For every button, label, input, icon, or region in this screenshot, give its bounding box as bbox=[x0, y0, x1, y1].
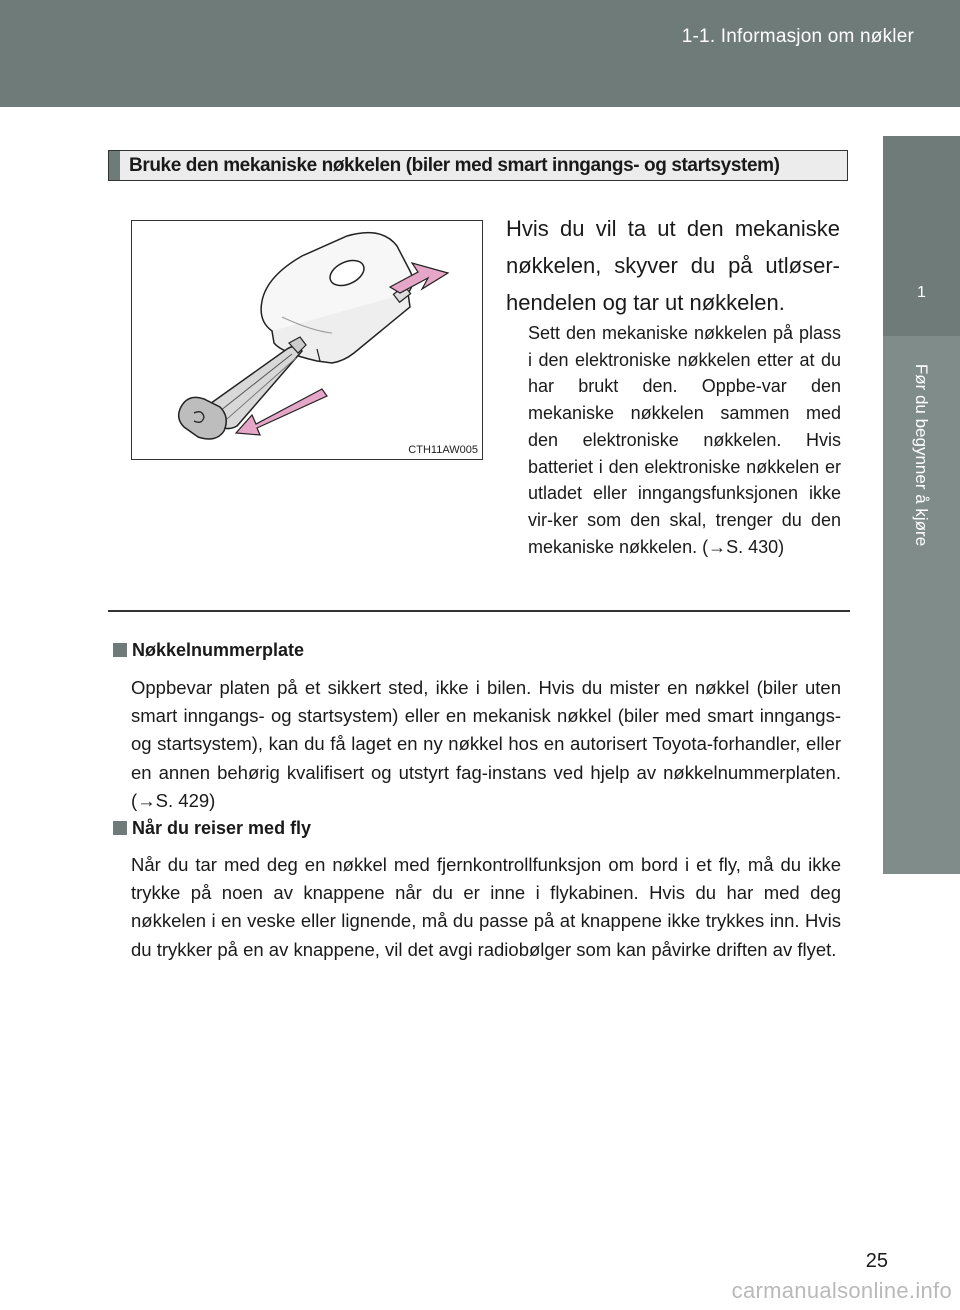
watermark: carmanualsonline.info bbox=[731, 1278, 952, 1303]
page-header bbox=[0, 0, 960, 107]
intro-text: Hvis du vil ta ut den mekaniske nøkkelen, skyver du på utløser-hendelen og tar ut nøkkelen. bbox=[506, 216, 840, 315]
section-title: Bruke den mekaniske nøkkelen (biler med smart inngangs- og startsystem) bbox=[129, 155, 780, 176]
square-bullet-icon bbox=[113, 821, 127, 835]
divider bbox=[108, 610, 850, 612]
subheading-flying bbox=[113, 818, 311, 839]
paragraph-flying: Når du tar med deg en nøkkel med fjernkontrollfunksjon om bord i et fly, må du ikke trykke på noen av knappene når du er inne i flykabinen. Hvis du har med deg nøkkelen i en veske eller lignende, må du passe på at knappene ikke trykkes inn. Hvis du trykker på en av knappene, vil det avgi radiobølger som kan påvirke driften av flyet. bbox=[131, 854, 841, 960]
chapter-label: Før du begynner å kjøre bbox=[912, 363, 931, 547]
paragraph-key-number-plate bbox=[131, 674, 841, 815]
note-paragraph bbox=[528, 320, 841, 560]
subheading-text: Når du reiser med fly bbox=[132, 818, 312, 838]
reference-arrow-icon: → bbox=[708, 536, 727, 557]
note-text: Sett den mekaniske nøkkelen på plass i den elektroniske nøkkelen etter at du har brukt den. Oppbe-var den mekaniske nøkkelen sammen med den elektroniske nøkkelen. Hvis batteriet i den elektroniske nøkkelen er utladet eller inngangsfunksjonen ikke vir-ker som den skal, trenger du den mekaniske nøkkelen. ( bbox=[528, 323, 841, 557]
subheading-text: Nøkkelnummerplate bbox=[132, 640, 305, 660]
header-title: 1-1. Informasjon om nøkler bbox=[681, 26, 914, 47]
paragraph-text: Oppbevar platen på et sikkert sted, ikke i bilen. Hvis du mister en nøkkel (biler uten smart inngangs- og startsystem) eller en mekanisk nøkkel (biler med smart inngangs- og startsystem), kan du få laget en ny nøkkel hos en autorisert Toyota-forhandler, eller en annen behørig kvalifisert og utstyrt fag-instans ved hjelp av nøkkelnummerplaten. ( bbox=[131, 677, 841, 811]
paragraph-page-reference[interactable]: S. 429) bbox=[155, 789, 216, 811]
chapter-number: 1 bbox=[917, 284, 926, 301]
key-illustration bbox=[131, 220, 483, 460]
subheading-key-number-plate bbox=[113, 640, 304, 661]
page-number: 25 bbox=[865, 1250, 888, 1272]
section-title-bar bbox=[109, 151, 120, 180]
square-bullet-icon bbox=[113, 643, 127, 657]
key-illustration-drawing bbox=[132, 221, 482, 459]
note-page-reference[interactable]: S. 430) bbox=[726, 536, 785, 557]
figure-code: CTH11AW005 bbox=[408, 444, 478, 456]
reference-arrow-icon: → bbox=[137, 789, 156, 811]
section-title-box bbox=[108, 150, 848, 181]
chapter-tab bbox=[883, 136, 960, 336]
